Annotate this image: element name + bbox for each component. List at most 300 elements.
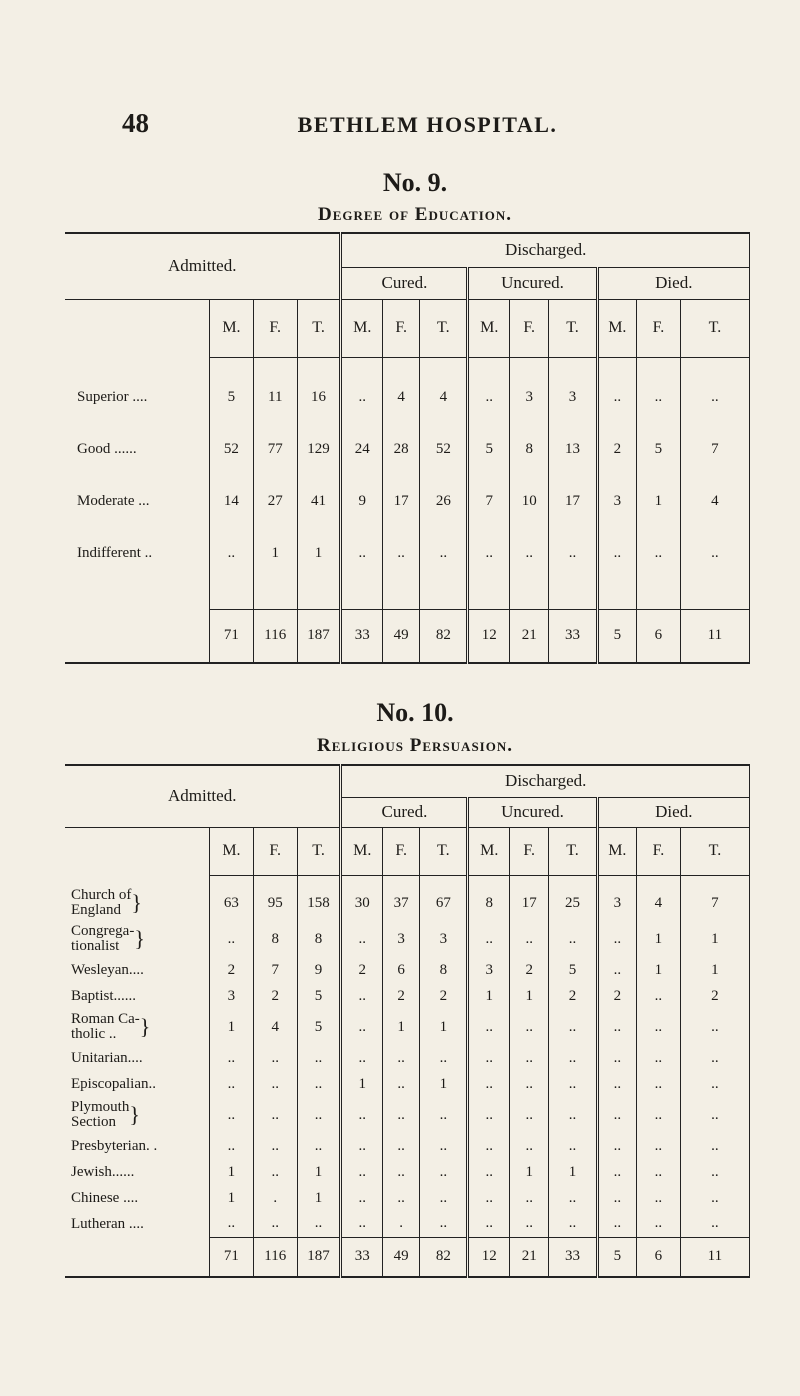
data-cell: .. <box>680 371 749 423</box>
column-header: F. <box>510 827 549 875</box>
data-cell: .. <box>210 527 254 579</box>
data-cell: 16 <box>297 371 341 423</box>
total-cell: 12 <box>468 609 510 663</box>
data-cell: 8 <box>253 921 297 957</box>
data-cell: 30 <box>341 885 383 921</box>
running-head: BETHLEM HOSPITAL. <box>297 112 558 137</box>
data-cell: .. <box>597 1185 636 1211</box>
table9-number: No. 9. <box>382 168 448 197</box>
data-cell: 7 <box>468 475 510 527</box>
table9-died-header: Died. <box>597 267 749 299</box>
table-row <box>65 983 750 1009</box>
data-cell: 2 <box>597 983 636 1009</box>
data-cell: .. <box>420 1045 468 1071</box>
total-cell: 11 <box>680 1237 749 1277</box>
row-label-line2: Section <box>71 1114 116 1130</box>
row-label-line1: Church of <box>71 887 132 903</box>
data-cell: .. <box>383 1071 420 1097</box>
data-cell: 2 <box>549 983 597 1009</box>
column-header: F. <box>253 827 297 875</box>
row-label: Lutheran .... <box>71 1215 144 1232</box>
table10-number: No. 10. <box>376 698 454 727</box>
data-cell: .. <box>549 1009 597 1045</box>
data-cell: .. <box>680 1211 749 1237</box>
column-header: F. <box>637 299 681 357</box>
row-label-line1: Congrega- <box>71 923 135 939</box>
religion-table <box>65 764 750 1278</box>
data-cell: 26 <box>420 475 468 527</box>
table-row <box>65 1159 750 1185</box>
page-number: 48 <box>122 108 149 138</box>
table-row <box>65 1097 750 1133</box>
total-cell: 187 <box>297 1237 341 1277</box>
data-cell: .. <box>680 1009 749 1045</box>
data-cell: .. <box>510 1071 549 1097</box>
column-header: F. <box>510 299 549 357</box>
education-table <box>65 232 750 664</box>
data-cell: 1 <box>680 921 749 957</box>
data-cell: .. <box>637 1159 681 1185</box>
data-cell: 2 <box>253 983 297 1009</box>
data-cell: .. <box>383 1159 420 1185</box>
row-label: Indifferent .. <box>77 544 153 561</box>
page-header <box>0 108 800 148</box>
data-cell: .. <box>297 1133 341 1159</box>
data-cell: 11 <box>253 371 297 423</box>
total-cell: 33 <box>549 1237 597 1277</box>
data-cell: 5 <box>297 983 341 1009</box>
brace-glyph: } <box>129 1102 140 1127</box>
table10-died-header: Died. <box>597 797 749 827</box>
total-cell: 71 <box>210 609 254 663</box>
table-row <box>65 1133 750 1159</box>
data-cell: .. <box>341 1133 383 1159</box>
column-header: M. <box>210 299 254 357</box>
data-cell: 2 <box>420 983 468 1009</box>
row-label <box>65 1097 210 1133</box>
data-cell: .. <box>341 921 383 957</box>
row-label: Presbyterian. . <box>71 1137 158 1154</box>
data-cell: .. <box>637 1009 681 1045</box>
data-cell: 10 <box>510 475 549 527</box>
data-cell: .. <box>597 957 636 983</box>
data-cell: .. <box>597 1097 636 1133</box>
table-row <box>65 1009 750 1045</box>
spacer-row <box>65 875 750 885</box>
row-label-line1: Roman Ca- <box>71 1011 140 1027</box>
data-cell: .. <box>468 1071 510 1097</box>
table-row <box>65 921 750 957</box>
data-cell: .. <box>253 1159 297 1185</box>
data-cell: 1 <box>297 1159 341 1185</box>
data-cell: 1 <box>680 957 749 983</box>
data-cell: 158 <box>297 885 341 921</box>
column-header: T. <box>549 299 597 357</box>
row-label: Episcopalian.. <box>71 1075 156 1092</box>
data-cell: .. <box>297 1071 341 1097</box>
data-cell: .. <box>597 527 636 579</box>
data-cell: .. <box>420 1133 468 1159</box>
data-cell: 9 <box>341 475 383 527</box>
column-header: F. <box>383 299 420 357</box>
data-cell: 41 <box>297 475 341 527</box>
data-cell: .. <box>637 1071 681 1097</box>
data-cell: .. <box>253 1045 297 1071</box>
data-cell: 9 <box>297 957 341 983</box>
table10-discharged-header: Discharged. <box>341 765 750 797</box>
table-row <box>65 885 750 921</box>
data-cell: .. <box>549 1045 597 1071</box>
data-cell: .. <box>637 1185 681 1211</box>
data-cell: 7 <box>680 885 749 921</box>
column-header: F. <box>383 827 420 875</box>
data-cell: .. <box>383 1045 420 1071</box>
total-cell: 49 <box>383 1237 420 1277</box>
column-header: T. <box>297 299 341 357</box>
data-cell: 4 <box>253 1009 297 1045</box>
data-cell: 2 <box>597 423 636 475</box>
data-cell: .. <box>341 983 383 1009</box>
data-cell: .. <box>597 1071 636 1097</box>
data-cell: . <box>383 1211 420 1237</box>
total-cell: 21 <box>510 609 549 663</box>
table-row <box>65 475 750 527</box>
row-label: Unitarian.... <box>71 1049 143 1066</box>
data-cell: .. <box>341 1159 383 1185</box>
row-label: Good ...... <box>77 440 137 457</box>
data-cell: 2 <box>210 957 254 983</box>
data-cell: 1 <box>420 1071 468 1097</box>
total-cell: 5 <box>597 1237 636 1277</box>
data-cell: 17 <box>510 885 549 921</box>
data-cell: .. <box>680 1133 749 1159</box>
data-cell: 8 <box>297 921 341 957</box>
data-cell: .. <box>253 1071 297 1097</box>
data-cell: 4 <box>637 885 681 921</box>
column-header: M. <box>341 299 383 357</box>
column-header: F. <box>253 299 297 357</box>
data-cell: 5 <box>210 371 254 423</box>
data-cell: 3 <box>210 983 254 1009</box>
table-row <box>65 1185 750 1211</box>
row-label: Baptist...... <box>71 987 137 1004</box>
data-cell: .. <box>549 1097 597 1133</box>
data-cell: 3 <box>549 371 597 423</box>
data-cell: .. <box>597 1045 636 1071</box>
row-label: Chinese .... <box>71 1189 139 1206</box>
row-label <box>65 1009 210 1045</box>
data-cell: .. <box>383 1097 420 1133</box>
data-cell: 1 <box>420 1009 468 1045</box>
total-cell: 12 <box>468 1237 510 1277</box>
table9-discharged-header: Discharged. <box>341 233 750 267</box>
data-cell: 1 <box>210 1009 254 1045</box>
data-cell: .. <box>549 1211 597 1237</box>
row-label: Moderate ... <box>77 492 150 509</box>
column-header: T. <box>680 299 749 357</box>
data-cell: .. <box>468 921 510 957</box>
table-row <box>65 957 750 983</box>
data-cell: .. <box>637 371 681 423</box>
data-cell: .. <box>597 371 636 423</box>
total-cell: 33 <box>549 609 597 663</box>
data-cell: 13 <box>549 423 597 475</box>
spacer-row <box>65 357 750 371</box>
data-cell: 1 <box>510 1159 549 1185</box>
data-cell: 1 <box>383 1009 420 1045</box>
data-cell: .. <box>637 1097 681 1133</box>
data-cell: .. <box>210 1097 254 1133</box>
totals-row <box>65 1237 750 1277</box>
total-cell: 49 <box>383 609 420 663</box>
data-cell: .. <box>341 1097 383 1133</box>
data-cell: 6 <box>383 957 420 983</box>
data-cell: 4 <box>383 371 420 423</box>
data-cell: .. <box>383 1133 420 1159</box>
data-cell: .. <box>341 1185 383 1211</box>
data-cell: 1 <box>210 1159 254 1185</box>
total-cell: 116 <box>253 1237 297 1277</box>
table9-admitted-header: Admitted. <box>65 233 341 299</box>
data-cell: .. <box>549 1133 597 1159</box>
column-header: T. <box>680 827 749 875</box>
data-cell: 24 <box>341 423 383 475</box>
data-cell: 52 <box>420 423 468 475</box>
data-cell: .. <box>549 527 597 579</box>
data-cell: 52 <box>210 423 254 475</box>
data-cell: .. <box>597 1159 636 1185</box>
column-header: M. <box>597 299 636 357</box>
total-cell: 21 <box>510 1237 549 1277</box>
data-cell: 5 <box>297 1009 341 1045</box>
data-cell: 1 <box>549 1159 597 1185</box>
data-cell: 5 <box>549 957 597 983</box>
table-row <box>65 1045 750 1071</box>
spacer-row <box>65 579 750 609</box>
table10-cured-header: Cured. <box>341 797 468 827</box>
data-cell: .. <box>341 1009 383 1045</box>
data-cell: 2 <box>510 957 549 983</box>
row-label-line2: tionalist <box>71 938 120 954</box>
data-cell: 5 <box>637 423 681 475</box>
column-header: M. <box>468 827 510 875</box>
data-cell: 3 <box>597 885 636 921</box>
data-cell: 4 <box>680 475 749 527</box>
data-cell: .. <box>680 1045 749 1071</box>
data-cell: .. <box>468 1045 510 1071</box>
total-cell: 6 <box>637 609 681 663</box>
data-cell: .. <box>680 1159 749 1185</box>
data-cell: .. <box>549 1185 597 1211</box>
data-cell: .. <box>253 1097 297 1133</box>
data-cell: 1 <box>468 983 510 1009</box>
data-cell: .. <box>510 1009 549 1045</box>
brace-glyph: } <box>139 1014 151 1039</box>
data-cell: 3 <box>510 371 549 423</box>
data-cell: 3 <box>420 921 468 957</box>
total-cell: 6 <box>637 1237 681 1277</box>
data-cell: 25 <box>549 885 597 921</box>
row-label: Jewish...... <box>71 1163 135 1180</box>
data-cell: 17 <box>383 475 420 527</box>
data-cell: .. <box>468 1009 510 1045</box>
data-cell: 1 <box>637 921 681 957</box>
data-cell: .. <box>468 527 510 579</box>
data-cell: .. <box>510 1045 549 1071</box>
data-cell: .. <box>468 1159 510 1185</box>
data-cell: .. <box>468 1185 510 1211</box>
data-cell: .. <box>383 527 420 579</box>
brace-glyph: } <box>134 926 145 951</box>
data-cell: 17 <box>549 475 597 527</box>
data-cell: .. <box>297 1045 341 1071</box>
data-cell: 77 <box>253 423 297 475</box>
total-cell: 11 <box>680 609 749 663</box>
row-label-line2: tholic .. <box>71 1026 117 1042</box>
data-cell: 1 <box>637 475 681 527</box>
data-cell: .. <box>341 1045 383 1071</box>
data-cell: 8 <box>420 957 468 983</box>
data-cell: .. <box>510 527 549 579</box>
column-header: T. <box>420 299 468 357</box>
column-header: T. <box>549 827 597 875</box>
data-cell: 2 <box>383 983 420 1009</box>
data-cell: .. <box>253 1211 297 1237</box>
data-cell: .. <box>637 1133 681 1159</box>
data-cell: 7 <box>253 957 297 983</box>
column-header: M. <box>341 827 383 875</box>
row-label-line2: England <box>71 902 121 918</box>
data-cell: 27 <box>253 475 297 527</box>
data-cell: .. <box>210 1071 254 1097</box>
data-cell: .. <box>549 921 597 957</box>
data-cell: 3 <box>468 957 510 983</box>
data-cell: .. <box>297 1211 341 1237</box>
data-cell: 14 <box>210 475 254 527</box>
data-cell: 4 <box>420 371 468 423</box>
data-cell: .. <box>420 1211 468 1237</box>
data-cell: .. <box>637 527 681 579</box>
total-cell: 82 <box>420 609 468 663</box>
total-cell: 5 <box>597 609 636 663</box>
table9-cured-header: Cured. <box>341 267 468 299</box>
table-row <box>65 1211 750 1237</box>
data-cell: .. <box>680 1071 749 1097</box>
table-row <box>65 1071 750 1097</box>
data-cell: .. <box>253 1133 297 1159</box>
data-cell: .. <box>510 1133 549 1159</box>
data-cell: 7 <box>680 423 749 475</box>
data-cell: .. <box>383 1185 420 1211</box>
table9-uncured-header: Uncured. <box>468 267 597 299</box>
data-cell: .. <box>597 921 636 957</box>
data-cell: .. <box>468 1133 510 1159</box>
data-cell: .. <box>210 1211 254 1237</box>
data-cell: .. <box>420 1185 468 1211</box>
total-cell: 33 <box>341 609 383 663</box>
data-cell: 1 <box>637 957 681 983</box>
row-label: Superior .... <box>77 388 148 405</box>
table-row <box>65 423 750 475</box>
data-cell: .. <box>420 1159 468 1185</box>
data-cell: .. <box>420 527 468 579</box>
totals-row <box>65 609 750 663</box>
data-cell: .. <box>680 1185 749 1211</box>
table10-uncured-header: Uncured. <box>468 797 597 827</box>
total-cell: 116 <box>253 609 297 663</box>
data-cell: 2 <box>341 957 383 983</box>
total-cell: 187 <box>297 609 341 663</box>
data-cell: .. <box>341 1211 383 1237</box>
total-cell: 33 <box>341 1237 383 1277</box>
data-cell: .. <box>510 1211 549 1237</box>
data-cell: .. <box>510 1097 549 1133</box>
data-cell: 3 <box>597 475 636 527</box>
data-cell: . <box>253 1185 297 1211</box>
data-cell: .. <box>510 921 549 957</box>
column-header: T. <box>420 827 468 875</box>
total-cell: 82 <box>420 1237 468 1277</box>
data-cell: 37 <box>383 885 420 921</box>
data-cell: .. <box>597 1211 636 1237</box>
data-cell: .. <box>468 1211 510 1237</box>
data-cell: 1 <box>510 983 549 1009</box>
data-cell: 67 <box>420 885 468 921</box>
data-cell: .. <box>341 527 383 579</box>
data-cell: .. <box>210 1045 254 1071</box>
column-header: M. <box>597 827 636 875</box>
table9-column-headers <box>65 299 750 357</box>
data-cell: .. <box>637 983 681 1009</box>
data-cell: 129 <box>297 423 341 475</box>
data-cell: .. <box>637 1211 681 1237</box>
table9-title: Degree of Education. <box>317 204 513 225</box>
data-cell: 8 <box>468 885 510 921</box>
row-label-line1: Plymouth <box>71 1099 130 1115</box>
brace-glyph: } <box>131 890 142 915</box>
row-label: Wesleyan.... <box>71 961 144 978</box>
data-cell: .. <box>637 1045 681 1071</box>
data-cell: 2 <box>680 983 749 1009</box>
data-cell: 95 <box>253 885 297 921</box>
data-cell: 63 <box>210 885 254 921</box>
total-cell: 71 <box>210 1237 254 1277</box>
data-cell: .. <box>210 921 254 957</box>
table10-column-headers <box>65 827 750 875</box>
column-header: F. <box>637 827 681 875</box>
table10-admitted-header: Admitted. <box>65 765 341 827</box>
column-header: M. <box>468 299 510 357</box>
table10-title: Religious Persuasion. <box>317 735 513 756</box>
data-cell: .. <box>597 1009 636 1045</box>
data-cell: 1 <box>297 1185 341 1211</box>
data-cell: .. <box>597 1133 636 1159</box>
data-cell: 1 <box>210 1185 254 1211</box>
table-row <box>65 371 750 423</box>
data-cell: 5 <box>468 423 510 475</box>
data-cell: .. <box>420 1097 468 1133</box>
data-cell: .. <box>510 1185 549 1211</box>
table-row <box>65 527 750 579</box>
data-cell: .. <box>468 1097 510 1133</box>
data-cell: .. <box>210 1133 254 1159</box>
data-cell: .. <box>680 1097 749 1133</box>
row-label <box>65 885 210 921</box>
data-cell: 1 <box>253 527 297 579</box>
row-label <box>65 921 210 957</box>
data-cell: 28 <box>383 423 420 475</box>
column-header: T. <box>297 827 341 875</box>
